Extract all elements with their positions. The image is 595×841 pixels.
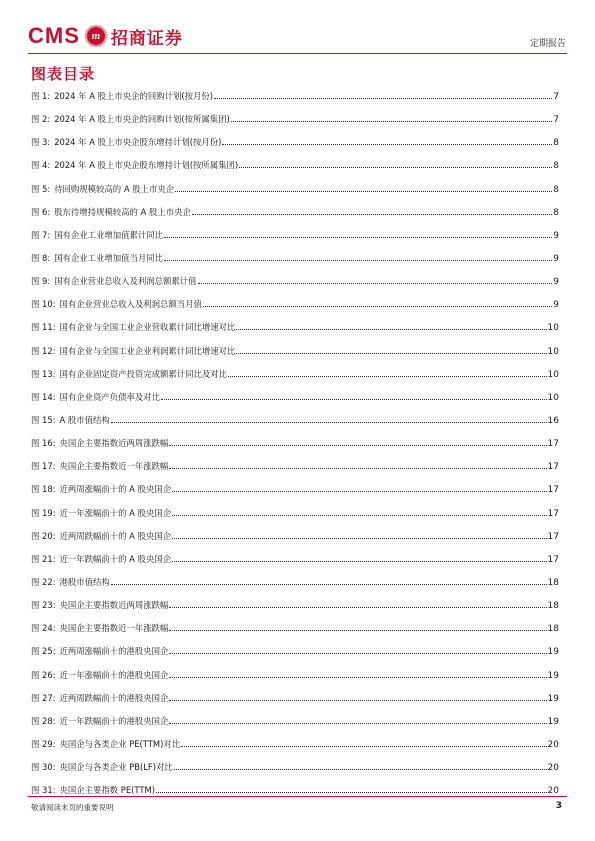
toc-figure-number: 图 27: [31,692,56,703]
toc-figure-number: 图 15: [31,414,56,425]
toc-dot-leader [175,182,552,192]
toc-figure-number: 图 16: [31,438,56,449]
toc-page-number: 10 [547,323,559,334]
toc-figure-title: 2024 年 A 股上市央企的回购计划(按所属集团) [54,114,230,125]
toc-dot-leader [161,390,547,400]
toc-dot-leader [169,459,546,469]
toc-figure-title: 国有企业固定资产投资完成额累计同比及对比 [59,368,228,379]
toc-page-number: 17 [547,531,559,542]
toc-entry[interactable] [31,228,559,251]
toc-page-number: 8 [553,161,559,172]
toc-page-number: 18 [547,601,559,612]
toc-dot-leader [111,575,547,585]
page-header [28,20,568,52]
toc-figure-number: 图 25: [31,646,56,657]
toc-page-number: 10 [547,369,559,380]
toc-entry[interactable] [31,320,559,343]
toc-page-number: 9 [553,300,559,311]
toc-page-number: 18 [547,577,559,588]
toc-figure-number: 图 29: [31,738,56,749]
toc-figure-title: 央国企与各类企业 PE(TTM)对比 [59,738,181,749]
toc-dot-leader [174,760,547,770]
figure-toc-list [31,89,559,806]
toc-figure-title: 国有企业营业总收入及利润总额累计值 [54,276,197,287]
toc-figure-number: 图 18: [31,484,56,495]
toc-entry[interactable] [31,598,559,621]
toc-figure-number: 图 5: [31,183,51,194]
toc-figure-title: 国有企业资产负债率及对比 [59,391,161,402]
toc-page-number: 9 [553,230,559,241]
toc-dot-leader [169,668,546,678]
toc-entry[interactable] [31,482,559,505]
toc-figure-title: 股东待增持规模较高的 A 股上市央企 [54,206,191,217]
toc-dot-leader [172,482,546,492]
toc-dot-leader [192,205,552,215]
toc-page-number: 20 [547,739,559,750]
toc-dot-leader [214,89,552,99]
toc-figure-number: 图 4: [31,160,51,171]
toc-page-number: 8 [553,138,559,149]
toc-figure-title: 央国企主要指数近两周涨跌幅 [59,600,169,611]
toc-entry[interactable] [31,182,559,205]
toc-figure-title: 近两周跌幅前十的港股央国企 [59,692,169,703]
logo-cms-text: CMS [28,23,80,48]
toc-page-number: 10 [547,392,559,403]
toc-figure-title: 近两周涨幅前十的 A 股央国企 [59,484,172,495]
toc-entry[interactable] [31,691,559,714]
toc-page-number: 17 [547,508,559,519]
toc-page-number: 20 [547,763,559,774]
toc-page-number: 19 [547,647,559,658]
toc-dot-leader [169,714,546,724]
toc-figure-number: 图 22: [31,576,56,587]
toc-figure-title: 国有企业营业总收入及利润总额当月值 [59,299,202,310]
toc-entry[interactable] [31,436,559,459]
toc-entry[interactable] [31,621,559,644]
toc-dot-leader [169,621,546,631]
toc-dot-leader [231,112,553,122]
toc-figure-title: 近两周涨幅前十的港股央国企 [59,646,169,657]
toc-page-number: 8 [553,207,559,218]
toc-dot-leader [169,644,546,654]
page-number: 3 [555,801,562,811]
toc-page-number: 17 [547,554,559,565]
toc-page-number: 18 [547,624,559,635]
toc-entry[interactable] [31,760,559,783]
toc-page-number: 19 [547,670,559,681]
toc-entry[interactable] [31,529,559,552]
toc-page-number: 19 [547,716,559,727]
toc-page-number: 16 [547,415,559,426]
toc-page-number: 7 [553,92,559,102]
toc-figure-title: 2024 年 A 股上市央企的回购计划(按月份) [54,91,214,101]
toc-figure-number: 图 2: [31,114,51,125]
toc-figure-number: 图 31: [31,785,56,796]
toc-entry[interactable] [31,552,559,575]
toc-entry[interactable] [31,413,559,436]
toc-figure-number: 图 24: [31,623,56,634]
logo-seal-icon: m [85,25,107,47]
toc-figure-number: 图 14: [31,391,56,402]
toc-dot-leader [164,228,552,238]
toc-page-number: 20 [547,786,559,797]
toc-dot-leader [228,367,547,377]
toc-dot-leader [169,691,546,701]
toc-dot-leader [236,320,546,330]
toc-page-number: 7 [553,115,559,126]
toc-figure-number: 图 20: [31,530,56,541]
toc-dot-leader [169,436,546,446]
header-divider [28,53,567,54]
toc-dot-leader [172,552,546,562]
toc-entry[interactable] [31,251,559,274]
toc-figure-title: 国有企业与全国工业企业利润累计同比增速对比 [59,345,236,356]
toc-figure-title: 央国企主要指数近两周涨跌幅 [59,438,169,449]
brand-logo [28,22,183,50]
toc-figure-number: 图 19: [31,507,56,518]
toc-entry[interactable] [31,158,559,181]
toc-figure-number: 图 8: [31,252,51,263]
toc-figure-title: A 股市值结构 [59,414,110,425]
toc-figure-title: 近一年涨幅前十的 A 股央国企 [59,507,172,518]
toc-dot-leader [172,506,546,516]
toc-entry[interactable] [31,205,559,228]
toc-dot-leader [236,344,546,354]
toc-dot-leader [156,783,547,793]
toc-dot-leader [111,413,547,423]
toc-figure-number: 图 12: [31,345,56,356]
toc-entry[interactable] [31,112,559,135]
toc-figure-number: 图 13: [31,368,56,379]
toc-page-number: 8 [553,184,559,195]
toc-entry[interactable] [31,459,559,482]
toc-entry[interactable] [31,390,559,413]
toc-figure-title: 国有企业与全国工业企业营收累计同比增速对比 [59,322,236,333]
toc-entry[interactable] [31,135,559,158]
toc-page-number: 17 [547,462,559,473]
toc-figure-title: 央国企主要指数 PE(TTM) [59,785,155,796]
toc-dot-leader [181,737,546,747]
toc-dot-leader [203,297,552,307]
logo-chinese-name: 招商证券 [110,28,183,49]
toc-dot-leader [198,274,553,284]
toc-entry[interactable] [31,367,559,390]
toc-figure-number: 图 17: [31,461,56,472]
toc-page-number: 9 [553,277,559,288]
toc-entry[interactable] [31,297,559,320]
footer-divider [28,796,567,797]
toc-dot-leader [164,251,552,261]
toc-figure-title: 国有企业工业增加值当月同比 [54,252,164,263]
toc-page-number: 9 [553,253,559,264]
toc-entry[interactable] [31,714,559,737]
toc-figure-title: 近一年涨幅前十的港股央国企 [59,669,169,680]
toc-dot-leader [239,158,552,168]
toc-page-number: 17 [547,485,559,496]
toc-figure-number: 图 9: [31,276,51,287]
toc-figure-title: 2024 年 A 股上市央企股东增持计划(按月份) [54,137,222,148]
toc-figure-number: 图 1: [31,91,51,101]
toc-figure-number: 图 28: [31,715,56,726]
toc-entry[interactable] [31,668,559,691]
toc-page-number: 19 [547,693,559,704]
toc-figure-number: 图 26: [31,669,56,680]
toc-title: 图表目录 [31,65,96,83]
toc-entry[interactable] [31,506,559,529]
toc-entry[interactable] [31,644,559,667]
toc-figure-number: 图 11: [31,322,56,333]
toc-entry[interactable] [31,89,559,112]
footer-disclaimer: 敬请阅读末页的重要说明 [31,803,114,812]
toc-figure-number: 图 10: [31,299,56,310]
toc-figure-number: 图 3: [31,137,51,148]
toc-page-number: 17 [547,439,559,450]
toc-figure-number: 图 23: [31,600,56,611]
toc-figure-title: 近一年跌幅前十的港股央国企 [59,715,169,726]
toc-figure-number: 图 21: [31,553,56,564]
toc-figure-title: 待回购规模较高的 A 股上市央企 [54,183,175,194]
toc-figure-title: 近一年跌幅前十的 A 股央国企 [59,553,172,564]
toc-entry[interactable] [31,575,559,598]
toc-entry[interactable] [31,737,559,760]
toc-dot-leader [169,598,546,608]
toc-dot-leader [172,529,546,539]
toc-figure-title: 央国企主要指数近一年涨跌幅 [59,623,169,634]
toc-figure-title: 港股市值结构 [59,576,110,587]
toc-figure-title: 央国企与各类企业 PB(LF)对比 [59,762,173,773]
toc-figure-number: 图 6: [31,206,51,217]
toc-dot-leader [222,135,552,145]
toc-figure-number: 图 7: [31,229,51,240]
toc-entry[interactable] [31,274,559,297]
toc-page-number: 10 [547,346,559,357]
toc-figure-title: 2024 年 A 股上市央企股东增持计划(按所属集团) [54,160,239,171]
toc-figure-title: 近两周跌幅前十的 A 股央国企 [59,530,172,541]
toc-figure-title: 央国企主要指数近一年涨跌幅 [59,461,169,472]
toc-figure-title: 国有企业工业增加值累计同比 [54,229,164,240]
report-type-label: 定期报告 [529,39,566,49]
toc-entry[interactable] [31,344,559,367]
toc-figure-number: 图 30: [31,762,56,773]
